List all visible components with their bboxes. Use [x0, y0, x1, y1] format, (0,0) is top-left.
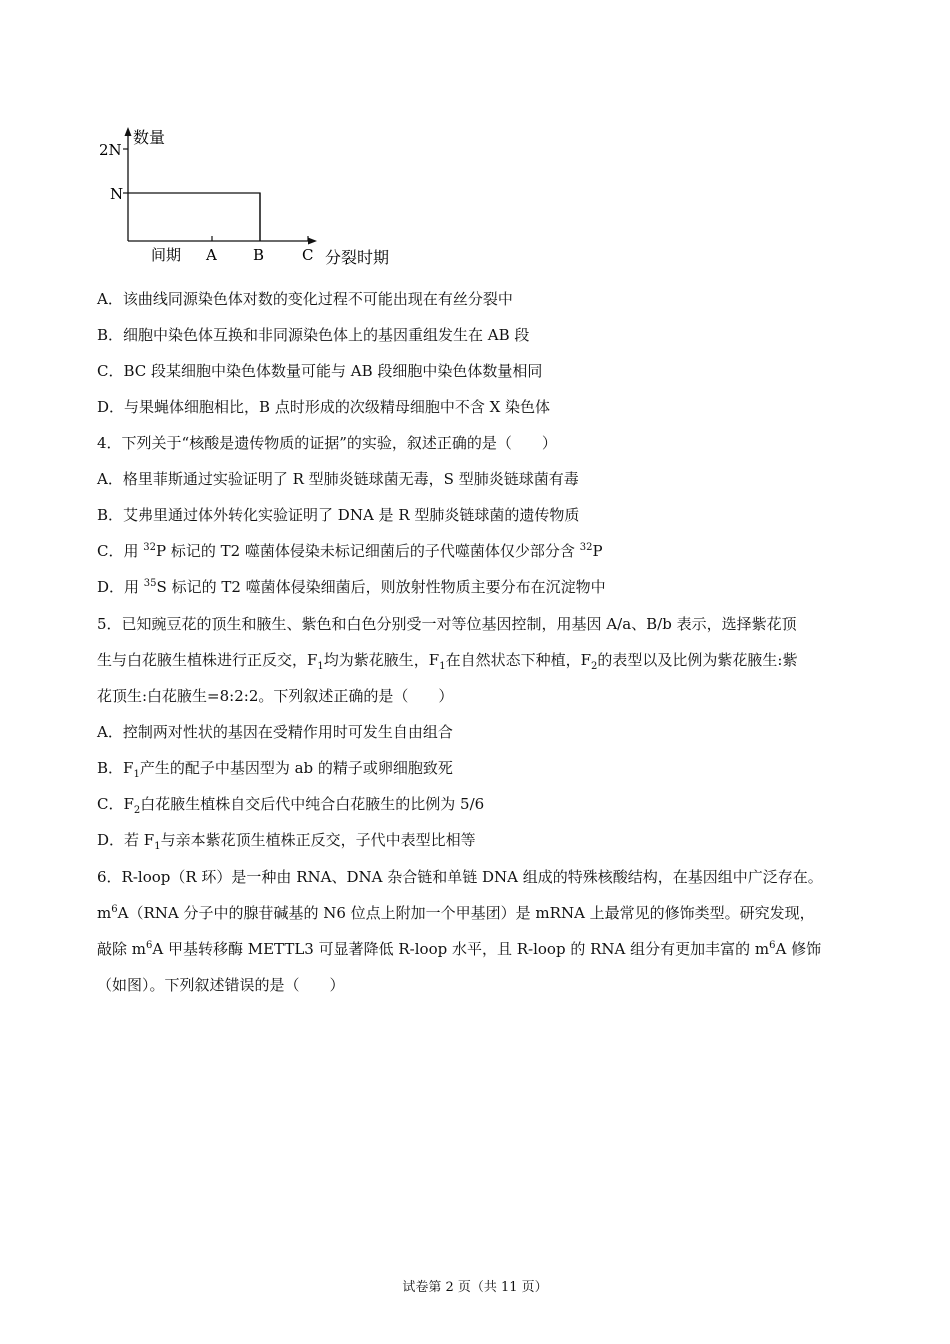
q5-d-sub: 1: [154, 841, 161, 852]
y-tick-n: N: [110, 185, 124, 203]
x-tick-c: C: [302, 246, 314, 264]
x-axis-arrow: [308, 238, 317, 245]
x-tick-interphase: 间期: [151, 246, 182, 264]
q3-option-d: D．与果蝇体细胞相比，B 点时形成的次级精母细胞中不含 X 染色体: [97, 398, 551, 416]
q4-c-pre: C．用: [97, 542, 144, 560]
y-axis-label: 数量: [133, 128, 166, 147]
q5-line3: 花顶生:白花腋生=8:2:2。下列叙述正确的是（ ）: [97, 687, 454, 705]
q3-option-b: B．细胞中染色体互换和非同源染色体上的基因重组发生在 AB 段: [97, 326, 530, 344]
q5-option-b: [97, 758, 453, 778]
q4-c-mid: P 标记的 T2 噬菌体侵染未标记细菌后的子代噬菌体仅少部分含: [155, 542, 580, 560]
q6-l2-sup: 6: [111, 904, 118, 915]
q5-l2-c: 在自然状态下种植，F: [445, 651, 592, 669]
q6-line4: （如图）。下列叙述错误的是（ ）: [97, 976, 345, 994]
y-axis-arrow: [125, 127, 132, 136]
q5-c-pre: C．F: [97, 795, 134, 813]
q3-option-c: C．BC 段某细胞中染色体数量可能与 AB 段细胞中染色体数量相同: [97, 362, 543, 380]
x-axis-label: 分裂时期: [325, 248, 390, 267]
q6-line3: [97, 931, 857, 967]
q5-line2: [97, 642, 857, 678]
q4-option-d: [97, 577, 606, 597]
q5-l2-b: 均为紫花腋生，F: [323, 651, 440, 669]
q6-l2-b: A（RNA 分子中的腺苷碱基的 N6 位点上附加一个甲基团）是 mRNA 上最常见的修饰类型。研究发现，: [117, 904, 815, 922]
homolog-pair-curve: [128, 193, 260, 241]
q5-b-post: 产生的配子中基因型为 ab 的精子或卵细胞致死: [139, 759, 453, 777]
q6-l3-b: A 甲基转移酶 METTL3 可显著降低 R-loop 水平，且 R-loop 的 RNA 组分有更加丰富的 m: [152, 940, 770, 958]
q4-c-post: P: [592, 542, 603, 560]
q4-c-sup1: 32: [143, 542, 156, 553]
q5-line1: 5．已知豌豆花的顶生和腋生、紫色和白色分别受一对等位基因控制，用基因 A/a、B/b 表示，选择紫花顶: [97, 615, 797, 633]
q6-l3-a: 敲除 m: [97, 940, 146, 958]
q5-b-sub: 1: [133, 769, 140, 780]
q5-b-pre: B．F: [97, 759, 134, 777]
q6-line1: 6．R-loop（R 环）是一种由 RNA、DNA 杂合链和单链 DNA 组成的特殊核酸结构，在基因组中广泛存在。: [97, 868, 823, 886]
q5-d-post: 与亲本紫花顶生植株正反交，子代中表型比相等: [160, 831, 476, 849]
q6-l2-a: m: [97, 904, 112, 922]
q5-l2-sub3: 2: [591, 661, 598, 672]
q5-c-sub: 2: [133, 805, 141, 816]
x-tick-a: A: [206, 246, 217, 264]
q5-l2-sub1: 1: [317, 661, 324, 672]
q5-option-c: [97, 794, 484, 814]
q6-l3-c: A 修饰: [775, 940, 822, 958]
q6-line2: [97, 895, 857, 931]
q4-option-c: [97, 541, 603, 561]
page-footer: 试卷第 2 页（共 11 页）: [402, 1280, 548, 1295]
q5-option-a: A．控制两对性状的基因在受精作用时可发生自由组合: [97, 723, 453, 741]
q5-option-d: [97, 830, 476, 850]
q5-l2-sub2: 1: [439, 661, 446, 672]
q4-d-sup: 35: [143, 578, 157, 589]
q5-d-pre: D．若 F: [97, 831, 155, 849]
q3-option-a: A．该曲线同源染色体对数的变化过程不可能出现在有丝分裂中: [97, 290, 513, 308]
x-tick-b: B: [253, 246, 265, 264]
q6-l3-sup2: 6: [769, 940, 776, 951]
chromosome-graph: [95, 125, 415, 275]
q5-l2-a: 生与白花腋生植株进行正反交，F: [97, 651, 318, 669]
q4-d-pre: D．用: [97, 578, 144, 596]
q4-d-post: S 标记的 T2 噬菌体侵染细菌后，则放射性物质主要分布在沉淀物中: [156, 578, 606, 596]
q4-option-b: B．艾弗里通过体外转化实验证明了 DNA 是 R 型肺炎链球菌的遗传物质: [97, 506, 580, 524]
q4-option-a: A．格里菲斯通过实验证明了 R 型肺炎链球菌无毒，S 型肺炎链球菌有毒: [97, 470, 579, 488]
q5-c-post: 白花腋生植株自交后代中纯合白花腋生的比例为 5/6: [140, 795, 485, 813]
y-tick-2n: 2N: [99, 141, 122, 159]
q5-stem: [97, 606, 857, 714]
q6-stem: [97, 859, 857, 1003]
q4-stem: 4．下列关于“核酸是遗传物质的证据”的实验，叙述正确的是（ ）: [97, 434, 557, 452]
q5-l2-d: 的表型以及比例为紫花腋生:紫: [597, 651, 798, 669]
q6-l3-sup1: 6: [146, 940, 153, 951]
graph-svg: [95, 125, 415, 275]
q4-c-sup2: 32: [579, 542, 593, 553]
